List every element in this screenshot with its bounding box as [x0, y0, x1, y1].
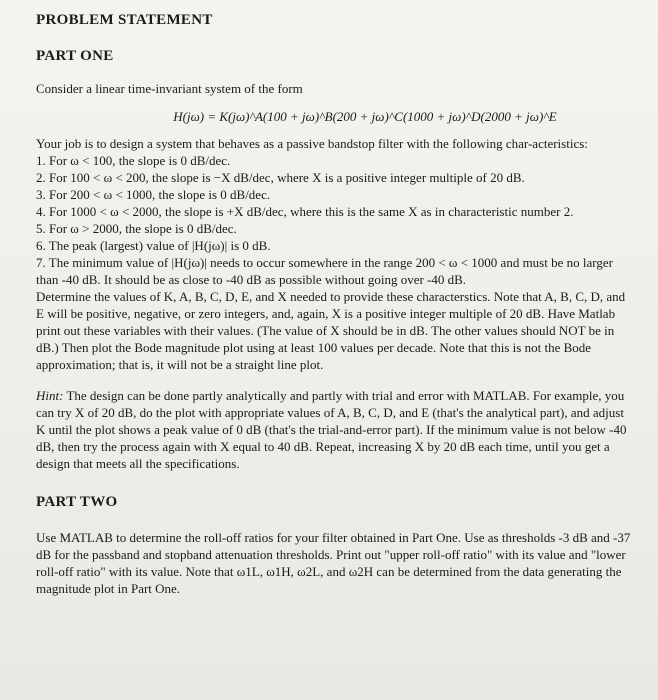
part-two-paragraph: Use MATLAB to determine the roll-off ratios for your filter obtained in Part One. Use as thresholds -3 dB and -37 dB for the passband and stopband attenuation thresholds. Print out "upper roll-off ratio" with its value and "lower roll-off ratio" with its value. Note that ω1L, ω1H, ω2L, and ω2H can be determined from the data generating the magnitude plot in Part One.: [36, 530, 631, 596]
determine-paragraph: Determine the values of K, A, B, C, D, E, and X needed to provide these characterstics. Note that A, B, C, D, and E will be positive, negative, or zero integers, and, again, X is a positive integer multiple of 20 dB. Have Matlab print out these variables with their values. (The value of X should be in dB. The other values should NOT be in dB.) Then plot the Bode magnitude plot using at least 100 values per decade. Note that this is not the Bode approximation; that is, it will not be a straight line plot.: [36, 289, 626, 372]
part-one-heading: PART ONE: [36, 48, 114, 64]
characteristic-item: 2. For 100 < ω < 200, the slope is −X dB/dec, where X is a positive integer multiple of 20 dB.: [36, 170, 525, 185]
problem-statement-title: PROBLEM STATEMENT: [36, 12, 213, 28]
transfer-function-equation: [96, 108, 634, 125]
equation-text: H(jω) = K(jω)^A(100 + jω)^B(200 + jω)^C(1000 + jω)^D(2000 + jω)^E: [173, 109, 557, 124]
part-two-heading: PART TWO: [36, 494, 118, 510]
characteristic-item: 5. For ω > 2000, the slope is 0 dB/dec.: [36, 221, 237, 236]
intro-text: Consider a linear time-invariant system of the form: [36, 81, 303, 96]
hint-paragraph: [36, 387, 634, 472]
characteristics-list: [36, 152, 634, 288]
characteristic-item: 4. For 1000 < ω < 2000, the slope is +X dB/dec, where this is the same X as in characteristic number 2.: [36, 204, 574, 219]
characteristic-item: 3. For 200 < ω < 1000, the slope is 0 dB/dec.: [36, 187, 271, 202]
characteristic-item: 6. The peak (largest) value of |H(jω)| is 0 dB.: [36, 238, 271, 253]
hint-text: The design can be done partly analytically and partly with trial and error with MATLAB. For example, you can try X of 20 dB, do the plot with appropriate values of A, B, C, D, and E (that's the analytical part), and adjust K until the plot shows a peak value of 0 dB (that's the trial-and-error part). If the minimum value is not below -40 dB, then try the process again with X equal to 40 dB. Repeat, increasing X by 20 dB each time, until you get a design that meets all the specifications.: [36, 388, 627, 471]
job-text: Your job is to design a system that behaves as a passive bandstop filter with the following char-acteristics:: [36, 136, 588, 151]
characteristic-item: 7. The minimum value of |H(jω)| needs to occur somewhere in the range 200 < ω < 1000 and must be no larger than -40 dB. It should be as close to -40 dB as possible without going over -40 dB.: [36, 255, 613, 287]
hint-label: Hint:: [36, 388, 64, 403]
characteristic-item: 1. For ω < 100, the slope is 0 dB/dec.: [36, 153, 231, 168]
